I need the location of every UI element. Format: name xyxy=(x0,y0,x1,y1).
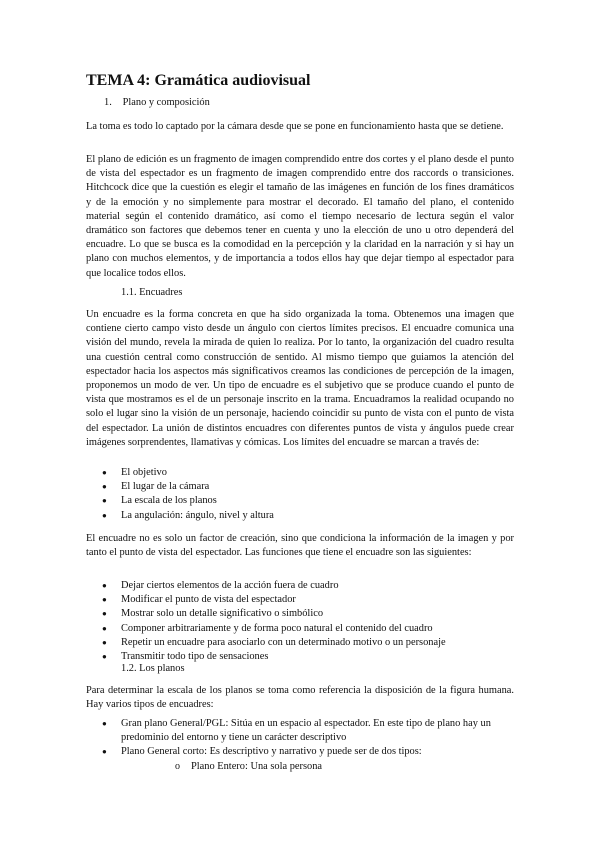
list-item: ● Componer arbitrariamente y de forma poco natural el contenido del cuadro xyxy=(86,622,526,636)
list-item: ● El lugar de la cámara xyxy=(86,480,526,494)
subsection-heading-encuadres: 1.1. Encuadres xyxy=(121,287,183,298)
document-title: TEMA 4: Gramática audiovisual xyxy=(86,72,311,89)
list-item: ● El objetivo xyxy=(86,466,526,480)
list-item: ● Repetir un encuadre para asociarlo con un determinado motivo o un personaje xyxy=(86,636,526,650)
list-item: ● Dejar ciertos elementos de la acción fuera de cuadro xyxy=(86,579,526,593)
list-item xyxy=(86,745,526,773)
section-number: 1. xyxy=(104,97,112,108)
list-item: ● La angulación: ángulo, nivel y altura xyxy=(86,509,526,523)
paragraph-escala: Para determinar la escala de los planos se toma como referencia la disposición de la figura humana. Hay varios tipos de encuadres: xyxy=(86,685,514,711)
subsection-heading-planos: 1.2. Los planos xyxy=(121,663,185,674)
list-item: ● Transmitir todo tipo de sensaciones xyxy=(86,650,526,664)
list-tipos-plano xyxy=(86,717,526,774)
list-limites-encuadre xyxy=(86,466,526,523)
paragraph-plano-edicion: El plano de edición es un fragmento de imagen comprendido entre dos cortes y el plano desde el punto de vista del espectador es un fragmento de imagen comprendido entre dos raccords o transiciones. Hitchcock dice que la cuestión es elegir el tamaño de las imágenes en función de los fines dramáticos y de la emoción y no simplemente para mostrar el decorado. El tamaño del plano, el contenido material según el contenido dramático, así como el tiempo necesario de lectura según el valor dramático son factores que debemos tener en cuenta y uno la elección de uno u otro dependerá del encuadre. Lo que se busca es la comodidad en la percepción y la claridad en la narración y si hay un plano con muchos elementos, y de importancia a todos ellos hay que dejar tiempo al espectador para que localice todos ellos. xyxy=(86,154,514,279)
paragraph-encuadre: Un encuadre es la forma concreta en que ha sido organizada la toma. Obtenemos una imagen que contiene cierto campo visto desde un ángulo con ciertos límites precisos. El encuadre comunica una visión del mundo, revela la mirada de quien lo realiza. Por lo tanto, la organización del cuadro resulta una cuestión central como construcción de sentido. Al mismo tiempo que guiamos la atención del espectador hacia los aspectos más significativos creamos las condiciones de percepción de la imagen, proponemos un modo de ver. Un tipo de encuadre es el subjetivo que se produce cuando el punto de vista que mostramos es el de un personaje inscrito en la trama. Encuadramos la realidad ocupando no solo el lugar sino la visión de un personaje, haciendo coincidir su punto de vista con el punto de vista del espectador. La unión de distintos encuadres con diferentes puntos de vista y ángulos puede crear imágenes sorprendentes, llamativas y cómicas. Los límites del encuadre se marcan a través de: xyxy=(86,309,514,448)
paragraph-toma: La toma es todo lo captado por la cámara desde que se pone en funcionamiento hasta que se detiene. xyxy=(86,121,504,132)
list-item: ● La escala de los planos xyxy=(86,494,526,508)
list-item: ● Mostrar solo un detalle significativo o simbólico xyxy=(86,607,526,621)
sublist-item: o Plano Entero: Una sola persona xyxy=(121,760,526,774)
section-label: Plano y composición xyxy=(122,97,210,108)
list-item: ● Gran plano General/PGL: Sitúa en un espacio al espectador. En este tipo de plano hay un predominio del entorno y tiene un carácter descriptivo xyxy=(86,717,526,745)
sublist-plano-general xyxy=(121,760,526,774)
section-heading-1 xyxy=(104,96,210,110)
list-item: ● Modificar el punto de vista del espectador xyxy=(86,593,526,607)
list-funciones-encuadre xyxy=(86,579,526,664)
list-item-text: Plano General corto: Es descriptivo y narrativo y puede ser de dos tipos: xyxy=(121,746,422,758)
paragraph-funciones: El encuadre no es solo un factor de creación, sino que condiciona la información de la imagen y por tanto el punto de vista del espectador. Las funciones que tiene el encuadre son las siguientes: xyxy=(86,533,514,559)
